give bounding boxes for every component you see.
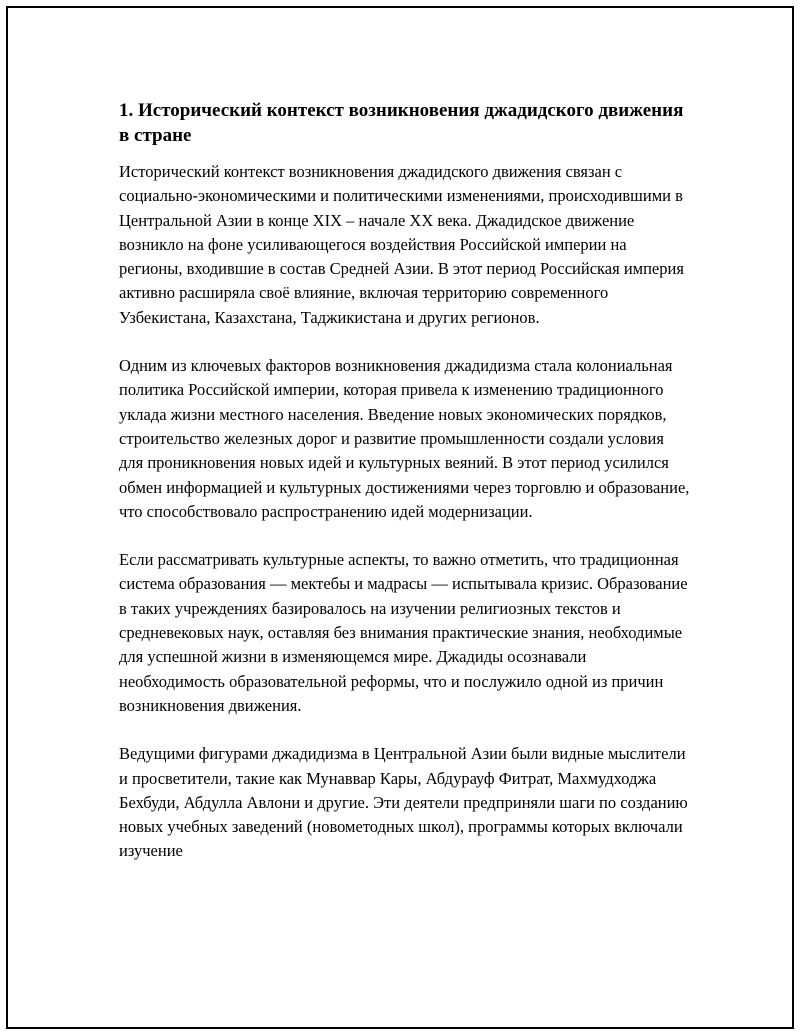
paragraph-4: Ведущими фигурами джадидизма в Центральной Азии были видные мыслители и просветители, такие как Мунаввар Кары, Абдурауф Фитрат, Махмудходжа Бехбуди, Абдулла Авлони и другие. Эти деятели предприняли шаги по созданию новых учебных заведений (новометодных школ), программы которых включали изучение [119,744,688,861]
paragraph-1: Исторический контекст возникновения джадидского движения связан с социально-экономическими и политическими изменениями, происходившими в Центральной Азии в конце XIX – начале XX века. Джадидское движение возникло на фоне усиливающегося воздействия Российской империи на регионы, входившие в состав Средней Азии. В этот период Российская империя активно расширяла своё влияние, включая территорию современного Узбекистана, Казахстана, Таджикистана и других регионов. [119,162,684,327]
paragraph-3: Если рассматривать культурные аспекты, то важно отметить, что традиционная система образования — мектебы и мадрасы — испытывала кризис. Образование в таких учреждениях базировалось на изучении религиозных текстов и средневековых наук, оставляя без внимания практические знания, необходимые для успешной жизни в изменяющемся мире. Джадиды осознавали необходимость образовательной реформы, что и послужило одной из причин возникновения движения. [119,550,688,715]
paragraph-2: Одним из ключевых факторов возникновения джадидизма стала колониальная политика Российской империи, которая привела к изменению традиционного уклада жизни местного населения. Введение новых экономических порядков, строительство железных дорог и развитие промышленности создали условия для проникновения новых идей и культурных веяний. В этот период усилился обмен информацией и культурных достижениями через торговлю и образование, что способствовало распространению идей модернизации. [119,356,690,521]
document-body [119,98,692,888]
document-page [6,6,794,1029]
section-heading: 1. Исторический контекст возникновения джадидского движения в стране [119,100,684,146]
